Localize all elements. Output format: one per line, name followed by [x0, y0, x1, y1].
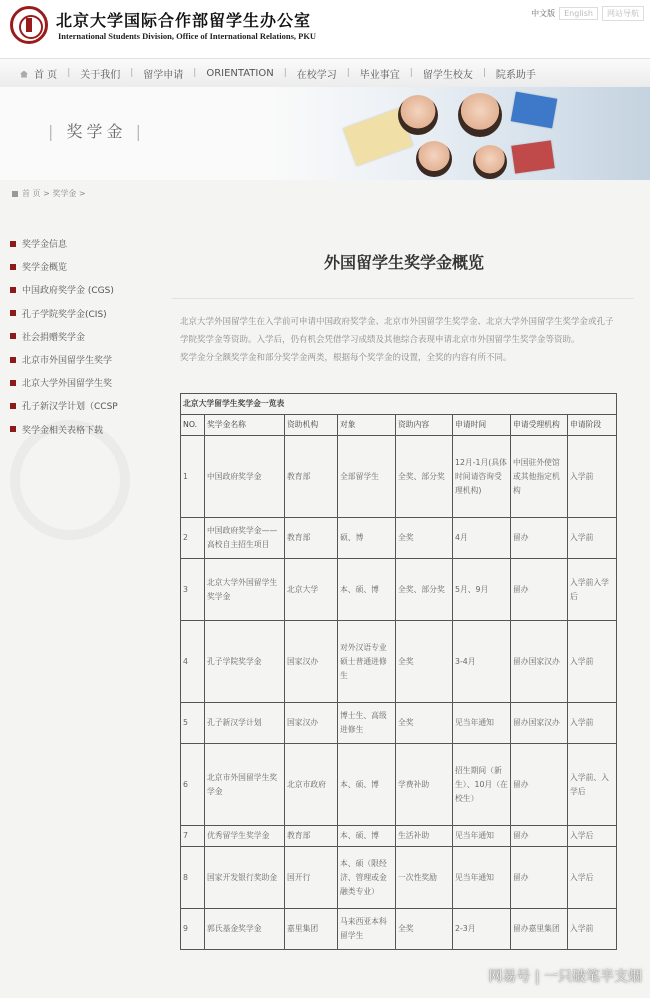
nav-item-alumni[interactable]: 留学生校友	[422, 69, 473, 81]
table-cell: 国家汉办	[285, 621, 338, 703]
page-banner	[0, 87, 650, 180]
table-cell: 1	[181, 436, 205, 518]
square-bullet-icon	[10, 310, 16, 316]
student-face	[473, 145, 507, 179]
table-cell: 见当年通知	[453, 826, 511, 847]
table-cell: 5	[181, 703, 205, 744]
table-cell: 优秀留学生奖学金	[205, 826, 285, 847]
table-row	[181, 559, 617, 621]
sidebar-item-forms[interactable]: 奖学金相关表格下载	[10, 418, 160, 441]
table-cell: 国开行	[285, 847, 338, 909]
table-cell: 见当年通知	[453, 703, 511, 744]
table-cell: 见当年通知	[453, 847, 511, 909]
table-row	[181, 909, 617, 950]
nav-separator: |	[346, 68, 350, 78]
table-cell: 2	[181, 518, 205, 559]
home-icon	[12, 191, 18, 197]
table-row	[181, 826, 617, 847]
table-cell: 全奖、部分奖	[396, 436, 453, 518]
pku-seal-logo[interactable]	[10, 6, 48, 44]
column-header: 申请阶段	[568, 415, 617, 436]
banner-title: | 奖学金 |	[48, 122, 145, 141]
table-row	[181, 703, 617, 744]
sidebar-item-cgs[interactable]: 中国政府奖学金 (CGS)	[10, 278, 160, 301]
student-face	[398, 95, 438, 135]
table-cell: 留办	[511, 518, 568, 559]
table-row	[181, 847, 617, 909]
intro-paragraph: 北京大学外国留学生在入学前可申请中国政府奖学金、北京市外国留学生奖学金、北京大学外国留学生奖学金或孔子	[180, 317, 614, 327]
table-cell: 孔子学院奖学金	[205, 621, 285, 703]
table-cell: 北京市外国留学生奖学金	[205, 744, 285, 826]
intro-paragraph: 奖学金分全额奖学金和部分奖学金两类，根据每个奖学金的设置，全奖的内容有所不同。	[180, 353, 512, 363]
table-cell: 全奖	[396, 518, 453, 559]
table-cell: 入学前	[568, 909, 617, 950]
table-cell: 8	[181, 847, 205, 909]
nav-separator: |	[193, 68, 197, 78]
table-cell: 北京市政府	[285, 744, 338, 826]
square-bullet-icon	[10, 333, 16, 339]
table-cell: 本、硕、博	[338, 559, 396, 621]
main-nav	[0, 58, 650, 88]
home-icon	[20, 71, 28, 78]
breadcrumb: 首 页 > 奖学金 >	[12, 188, 86, 199]
lang-chinese-link[interactable]: 中文版	[531, 9, 556, 18]
intro-paragraph: 学院奖学金等资助。入学后，仍有机会凭借学习成绩及其他综合表现申请北京市外国留学生奖学金等资助。	[180, 335, 580, 345]
square-bullet-icon	[10, 403, 16, 409]
table-cell: 6	[181, 744, 205, 826]
table-cell: 留办	[511, 847, 568, 909]
sidebar-item-beijing[interactable]: 北京市外国留学生奖学	[10, 348, 160, 371]
table-cell: 12月-1月(具体时间请咨询受理机构)	[453, 436, 511, 518]
table-cell: 入学后	[568, 847, 617, 909]
table-cell: 一次性奖励	[396, 847, 453, 909]
table-cell: 4	[181, 621, 205, 703]
table-cell: 入学前、入学后	[568, 744, 617, 826]
table-cell: 4月	[453, 518, 511, 559]
table-cell: 全部留学生	[338, 436, 396, 518]
column-header: 资助机构	[285, 415, 338, 436]
table-cell: 生活补助	[396, 826, 453, 847]
table-cell: 留办国家汉办	[511, 621, 568, 703]
table-cell: 全奖	[396, 909, 453, 950]
table-cell: 招生期间（新生）、10月（在校生）	[453, 744, 511, 826]
sidebar-item-scholarship-info[interactable]: 奖学金信息	[10, 232, 160, 255]
logo-title-cn[interactable]: 北京大学国际合作部留学生办公室	[56, 11, 312, 30]
column-header: 对象	[338, 415, 396, 436]
scholarship-table	[180, 393, 617, 950]
sidebar-item-cis[interactable]: 孔子学院奖学金(CIS)	[10, 302, 160, 325]
table-cell: 孔子新汉学计划	[205, 703, 285, 744]
nav-separator: |	[67, 68, 71, 78]
table-cell: 本、硕（限经济、管理或金融类专业）	[338, 847, 396, 909]
logo-title-en: International Students Division, Office of International Relations, PKU	[58, 31, 317, 41]
table-cell: 中国驻外使馆或其他指定机构	[511, 436, 568, 518]
table-row	[181, 518, 617, 559]
nav-item-study[interactable]: 在校学习	[296, 69, 337, 81]
site-nav-link[interactable]: 网站导航	[602, 6, 644, 21]
table-cell: 2-3月	[453, 909, 511, 950]
table-cell: 国家开发银行奖助金	[205, 847, 285, 909]
table-cell: 3	[181, 559, 205, 621]
table-cell: 对外汉语专业硕士普通进修生	[338, 621, 396, 703]
table-cell: 入学前入学后	[568, 559, 617, 621]
table-cell: 入学前	[568, 703, 617, 744]
nav-item-graduation[interactable]: 毕业事宜	[359, 69, 400, 81]
students-photo	[268, 87, 650, 180]
title-divider	[172, 298, 634, 299]
table-cell: 教育部	[285, 518, 338, 559]
column-header: 资助内容	[396, 415, 453, 436]
nav-separator: |	[130, 68, 134, 78]
square-bullet-icon	[10, 287, 16, 293]
nav-item-apply[interactable]: 留学申请	[143, 69, 184, 81]
nav-separator: |	[283, 68, 287, 78]
column-header: 申请受理机构	[511, 415, 568, 436]
table-row	[181, 436, 617, 518]
table-row	[181, 621, 617, 703]
table-cell: 入学前	[568, 518, 617, 559]
table-cell: 郭氏基金奖学金	[205, 909, 285, 950]
column-header: 奖学金名称	[205, 415, 285, 436]
intro-text	[180, 313, 640, 367]
table-cell: 教育部	[285, 436, 338, 518]
table-cell: 嘉里集团	[285, 909, 338, 950]
square-bullet-icon	[10, 426, 16, 432]
table-cell: 留办	[511, 744, 568, 826]
nav-item-departments[interactable]: 院系助手	[495, 69, 536, 81]
table-cell: 中国政府奖学金	[205, 436, 285, 518]
table-cell: 马来西亚本科留学生	[338, 909, 396, 950]
nav-item-about[interactable]: 关于我们	[80, 69, 121, 81]
book-image	[511, 140, 555, 173]
square-bullet-icon	[10, 380, 16, 386]
table-cell: 全奖、部分奖	[396, 559, 453, 621]
table-cell: 北京大学	[285, 559, 338, 621]
table-cell: 留办国家汉办	[511, 703, 568, 744]
table-cell: 全奖	[396, 703, 453, 744]
table-cell: 5月、9月	[453, 559, 511, 621]
table-cell: 硕、博	[338, 518, 396, 559]
table-cell: 留办	[511, 559, 568, 621]
table-cell: 本、硕、博	[338, 744, 396, 826]
table-cell: 入学前	[568, 436, 617, 518]
table-cell: 留办	[511, 826, 568, 847]
nav-item-home[interactable]: 首 页	[0, 66, 67, 81]
table-cell: 本、硕、博	[338, 826, 396, 847]
table-cell: 入学后	[568, 826, 617, 847]
square-bullet-icon	[10, 357, 16, 363]
table-cell: 9	[181, 909, 205, 950]
netease-watermark: 网易号 | 一只破笔半支烟	[488, 969, 642, 985]
square-bullet-icon	[10, 264, 16, 270]
student-face	[458, 93, 502, 137]
page-title: 外国留学生奖学金概览	[324, 253, 485, 272]
site-header	[0, 0, 650, 58]
column-header: 申请时间	[453, 415, 511, 436]
table-cell: 3-4月	[453, 621, 511, 703]
table-cell: 入学前	[568, 621, 617, 703]
table-row	[181, 744, 617, 826]
table-cell: 教育部	[285, 826, 338, 847]
table-cell: 留办嘉里集团	[511, 909, 568, 950]
table-cell: 北京大学外国留学生奖学金	[205, 559, 285, 621]
table-cell: 国家汉办	[285, 703, 338, 744]
table-cell: 学费补助	[396, 744, 453, 826]
language-switcher	[531, 6, 644, 21]
table-cell: 博士生、高级进修生	[338, 703, 396, 744]
column-header: NO.	[181, 415, 205, 436]
sidebar	[10, 232, 160, 441]
sidebar-item-donation[interactable]: 社会捐赠奖学金	[10, 325, 160, 348]
sidebar-item-pku[interactable]: 北京大学外国留学生奖	[10, 371, 160, 394]
sidebar-item-ccsp[interactable]: 孔子新汉学计划（CCSP	[10, 394, 160, 417]
table-cell: 中国政府奖学金——高校自主招生项目	[205, 518, 285, 559]
sidebar-item-overview[interactable]: 奖学金概览	[10, 255, 160, 278]
book-image	[511, 92, 558, 129]
student-face	[416, 141, 452, 177]
nav-separator: |	[482, 68, 486, 78]
nav-separator: |	[409, 68, 413, 78]
table-caption: 北京大学留学生奖学金一览表	[181, 394, 617, 415]
lang-english-link[interactable]: English	[559, 7, 598, 20]
table-cell: 全奖	[396, 621, 453, 703]
nav-item-orientation[interactable]: ORIENTATION	[206, 67, 274, 79]
table-cell: 7	[181, 826, 205, 847]
square-bullet-icon	[10, 241, 16, 247]
